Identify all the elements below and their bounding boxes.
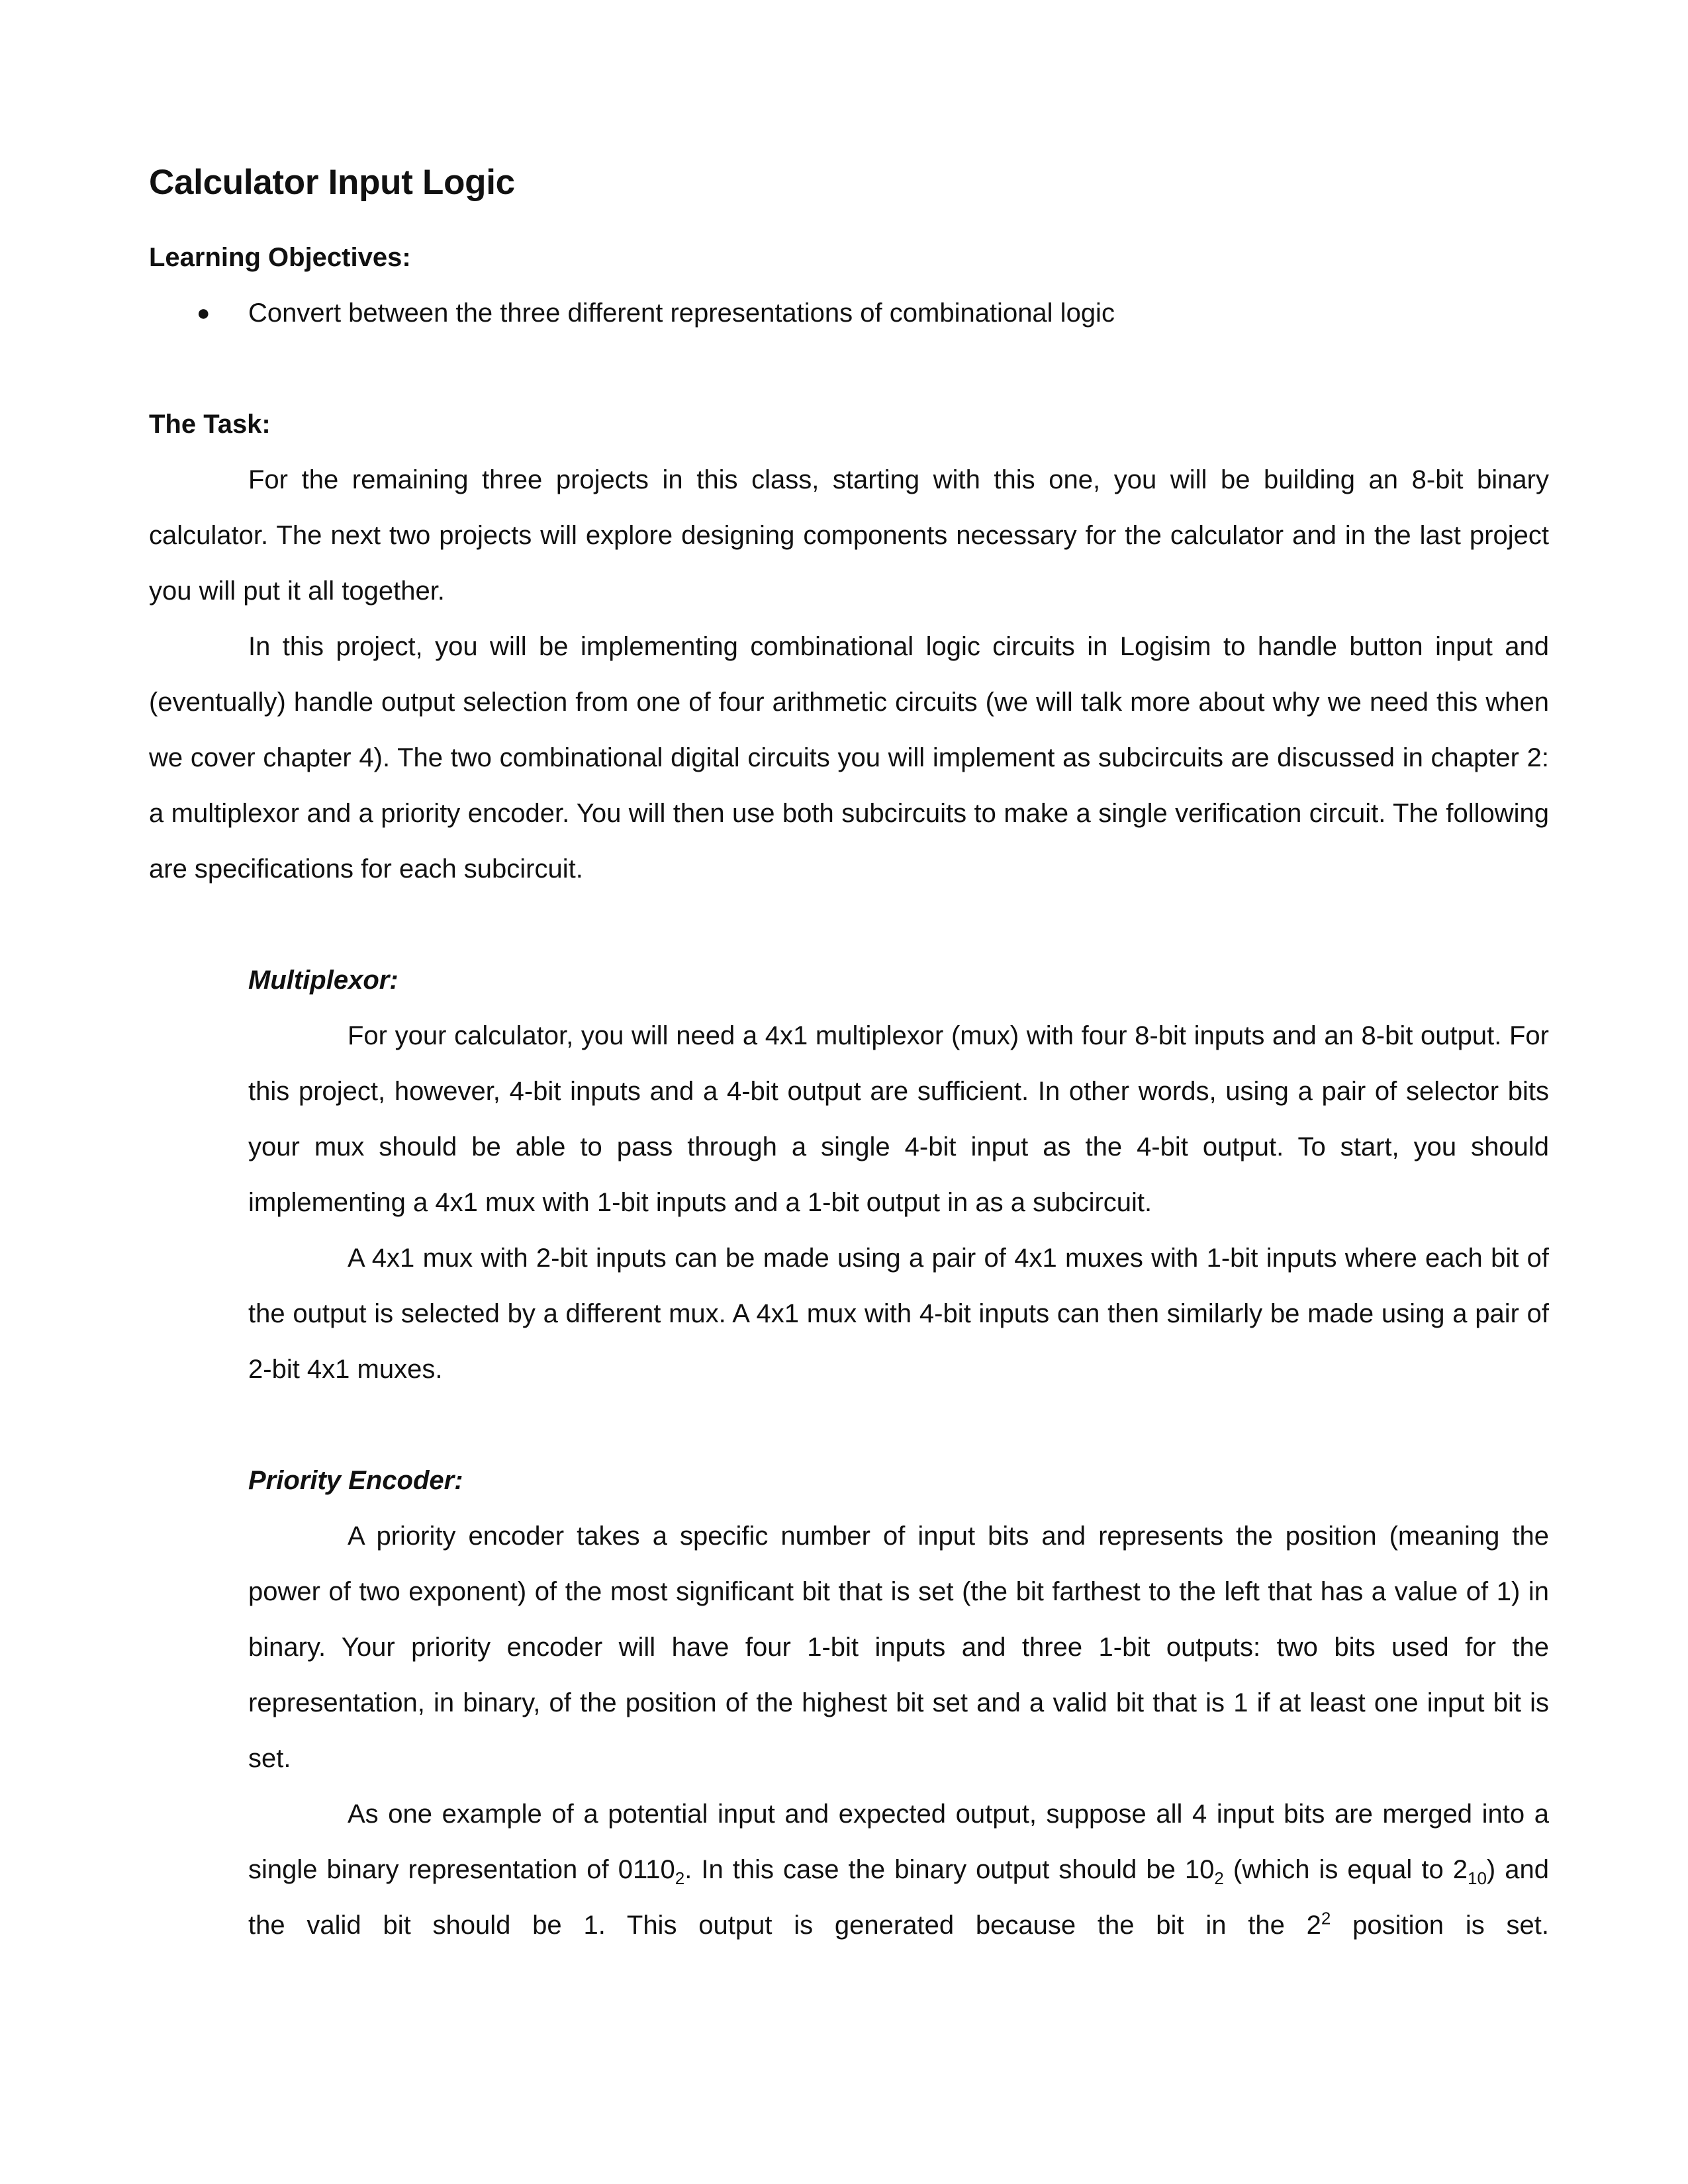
subscript: 2 [675,1868,685,1888]
priority-encoder-paragraph-2 [248,1786,1549,1953]
learning-objectives-list [149,285,1549,341]
multiplexor-section [248,952,1549,1397]
task-heading: The Task: [149,410,271,439]
list-item [149,285,1549,341]
superscript: 2 [1321,1908,1331,1929]
priority-encoder-heading: Priority Encoder: [248,1466,463,1495]
task-paragraph-1: For the remaining three projects in this class, starting with this one, you will be building an 8-bit binary calculator. The next two projects will explore designing components necessary for the calculator and in the last project you will put it all together. [149,465,1549,606]
subscript: 2 [1214,1868,1224,1888]
priority-encoder-paragraph-1: A priority encoder takes a specific number of input bits and represents the position (meaning the power of two exponent) of the most significant bit that is set (the bit farthest to the left that has a value of 1) in binary. Your priority encoder will have four 1-bit inputs and three 1-bit outputs: two bits used for the representation, in binary, of the position of the highest bit set and a valid bit that is 1 if at least one input bit is set. [248,1522,1549,1773]
text-run: As one example of a potential input and expected output, suppose all 4 input bits are merged into a single binary representation of 0110 [248,1799,1549,1884]
page-title: Calculator Input Logic [149,163,515,202]
task-paragraph-2: In this project, you will be implementing combinational logic circuits in Logisim to handle button input and (eventually) handle output selection from one of four arithmetic circuits (we will talk more about why we need this when we cover chapter 4). The two combinational digital circuits you will implement as subcircuits are discussed in chapter 2: a multiplexor and a priority encoder. You will then use both subcircuits to make a single verification circuit. The following are specifications for each subcircuit. [149,632,1549,884]
learning-objectives-heading: Learning Objectives: [149,243,411,272]
text-run: ) and the valid bit should be 1. This output is generated because the bit in the 2 [248,1855,1550,1940]
priority-encoder-section [248,1453,1549,1953]
text-run: (which is equal to 2 [1223,1855,1468,1884]
text-run: position is set. [1331,1911,1550,1940]
document-page [149,156,1549,1953]
subscript: 10 [1468,1868,1487,1888]
bullet-icon: ● [197,300,211,326]
multiplexor-paragraph-2: A 4x1 mux with 2-bit inputs can be made using a pair of 4x1 muxes with 1-bit inputs where each bit of the output is selected by a different mux. A 4x1 mux with 4-bit inputs can then similarly be made using a pair of 2-bit 4x1 muxes. [248,1244,1549,1384]
multiplexor-paragraph-1: For your calculator, you will need a 4x1 multiplexor (mux) with four 8-bit inputs and an 8-bit output. For this project, however, 4-bit inputs and a 4-bit output are sufficient. In other words, using a pair of selector bits your mux should be able to pass through a single 4-bit input as the 4-bit output. To start, you should implementing a 4x1 mux with 1-bit inputs and a 1-bit output in as a subcircuit. [248,1021,1549,1217]
multiplexor-heading: Multiplexor: [248,966,399,995]
text-run: . In this case the binary output should be 10 [684,1855,1215,1884]
list-item-text: Convert between the three different representations of combinational logic [248,298,1115,328]
